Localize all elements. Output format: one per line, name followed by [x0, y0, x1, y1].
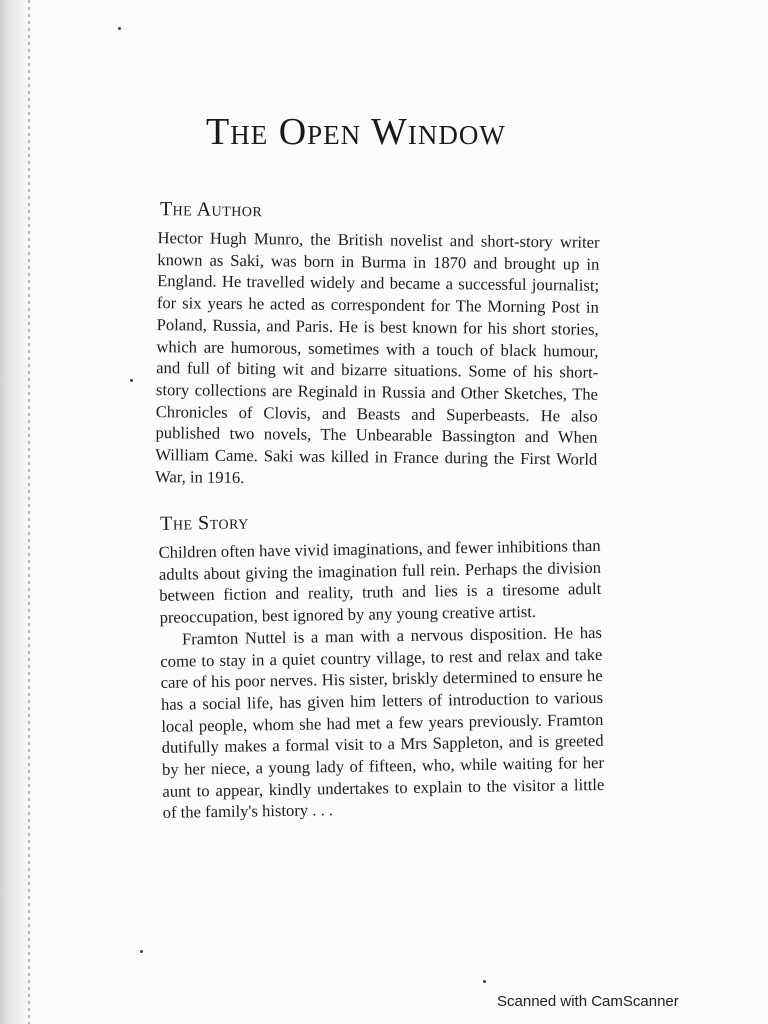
page-title: The Open Window [206, 111, 506, 153]
story-paragraph-2: Framton Nuttel is a man with a nervous disposition. He has come to stay in a quiet country village, to rest and relax and take care of his poor nerves. His sister, briskly determined to ensure he has a social life, has given him letters of introduction to various local people, whom she had met a few years previously. Framton dutifully makes a formal visit to a Mrs Sappleton, and is greeted by her niece, a young lady of fifteen, who, while waiting for her aunt to appear, kindly undertakes to explain to the visitor a little of the family's history . . . [160, 623, 605, 823]
author-heading: The Author [159, 198, 263, 222]
author-section [147, 198, 600, 492]
scan-speck [118, 27, 121, 30]
author-paragraph: Hector Hugh Munro, the British novelist and short-story writer known as Saki, was born in Burma in 1870 and brought up in England. He travelled widely and became a successful journalist; for six years he acted as correspondent for The Morning Post in Poland, Russia, and Paris. He is best known for his short stories, which are humorous, sometimes with a touch of black humour, and full of biting wit and bizarre situations. Some of his short-story collections are Reginald in Russia and Other Sketches, The Chronicles of Clovis, and Beasts and Superbeasts. He also published two novels, The Unbearable Bassington and When William Came. Saki was killed in France during the First World War, in 1916. [154, 228, 600, 487]
story-section [150, 506, 605, 824]
page-binding-edge [0, 0, 36, 1024]
scan-speck [483, 980, 486, 983]
story-heading: The Story [159, 511, 249, 536]
scan-speck [140, 950, 143, 953]
page-content [150, 110, 605, 825]
story-paragraph-1: Children often have vivid imaginations, and fewer inhibitions than adults about giving the imagination full rein. Perhaps the division between fiction and reality, truth and lies is a tiresome adult preoccupation, best ignored by any young creative artist. [158, 536, 602, 628]
scanner-watermark: Scanned with CamScanner [497, 993, 679, 1010]
scan-speck [130, 379, 133, 382]
